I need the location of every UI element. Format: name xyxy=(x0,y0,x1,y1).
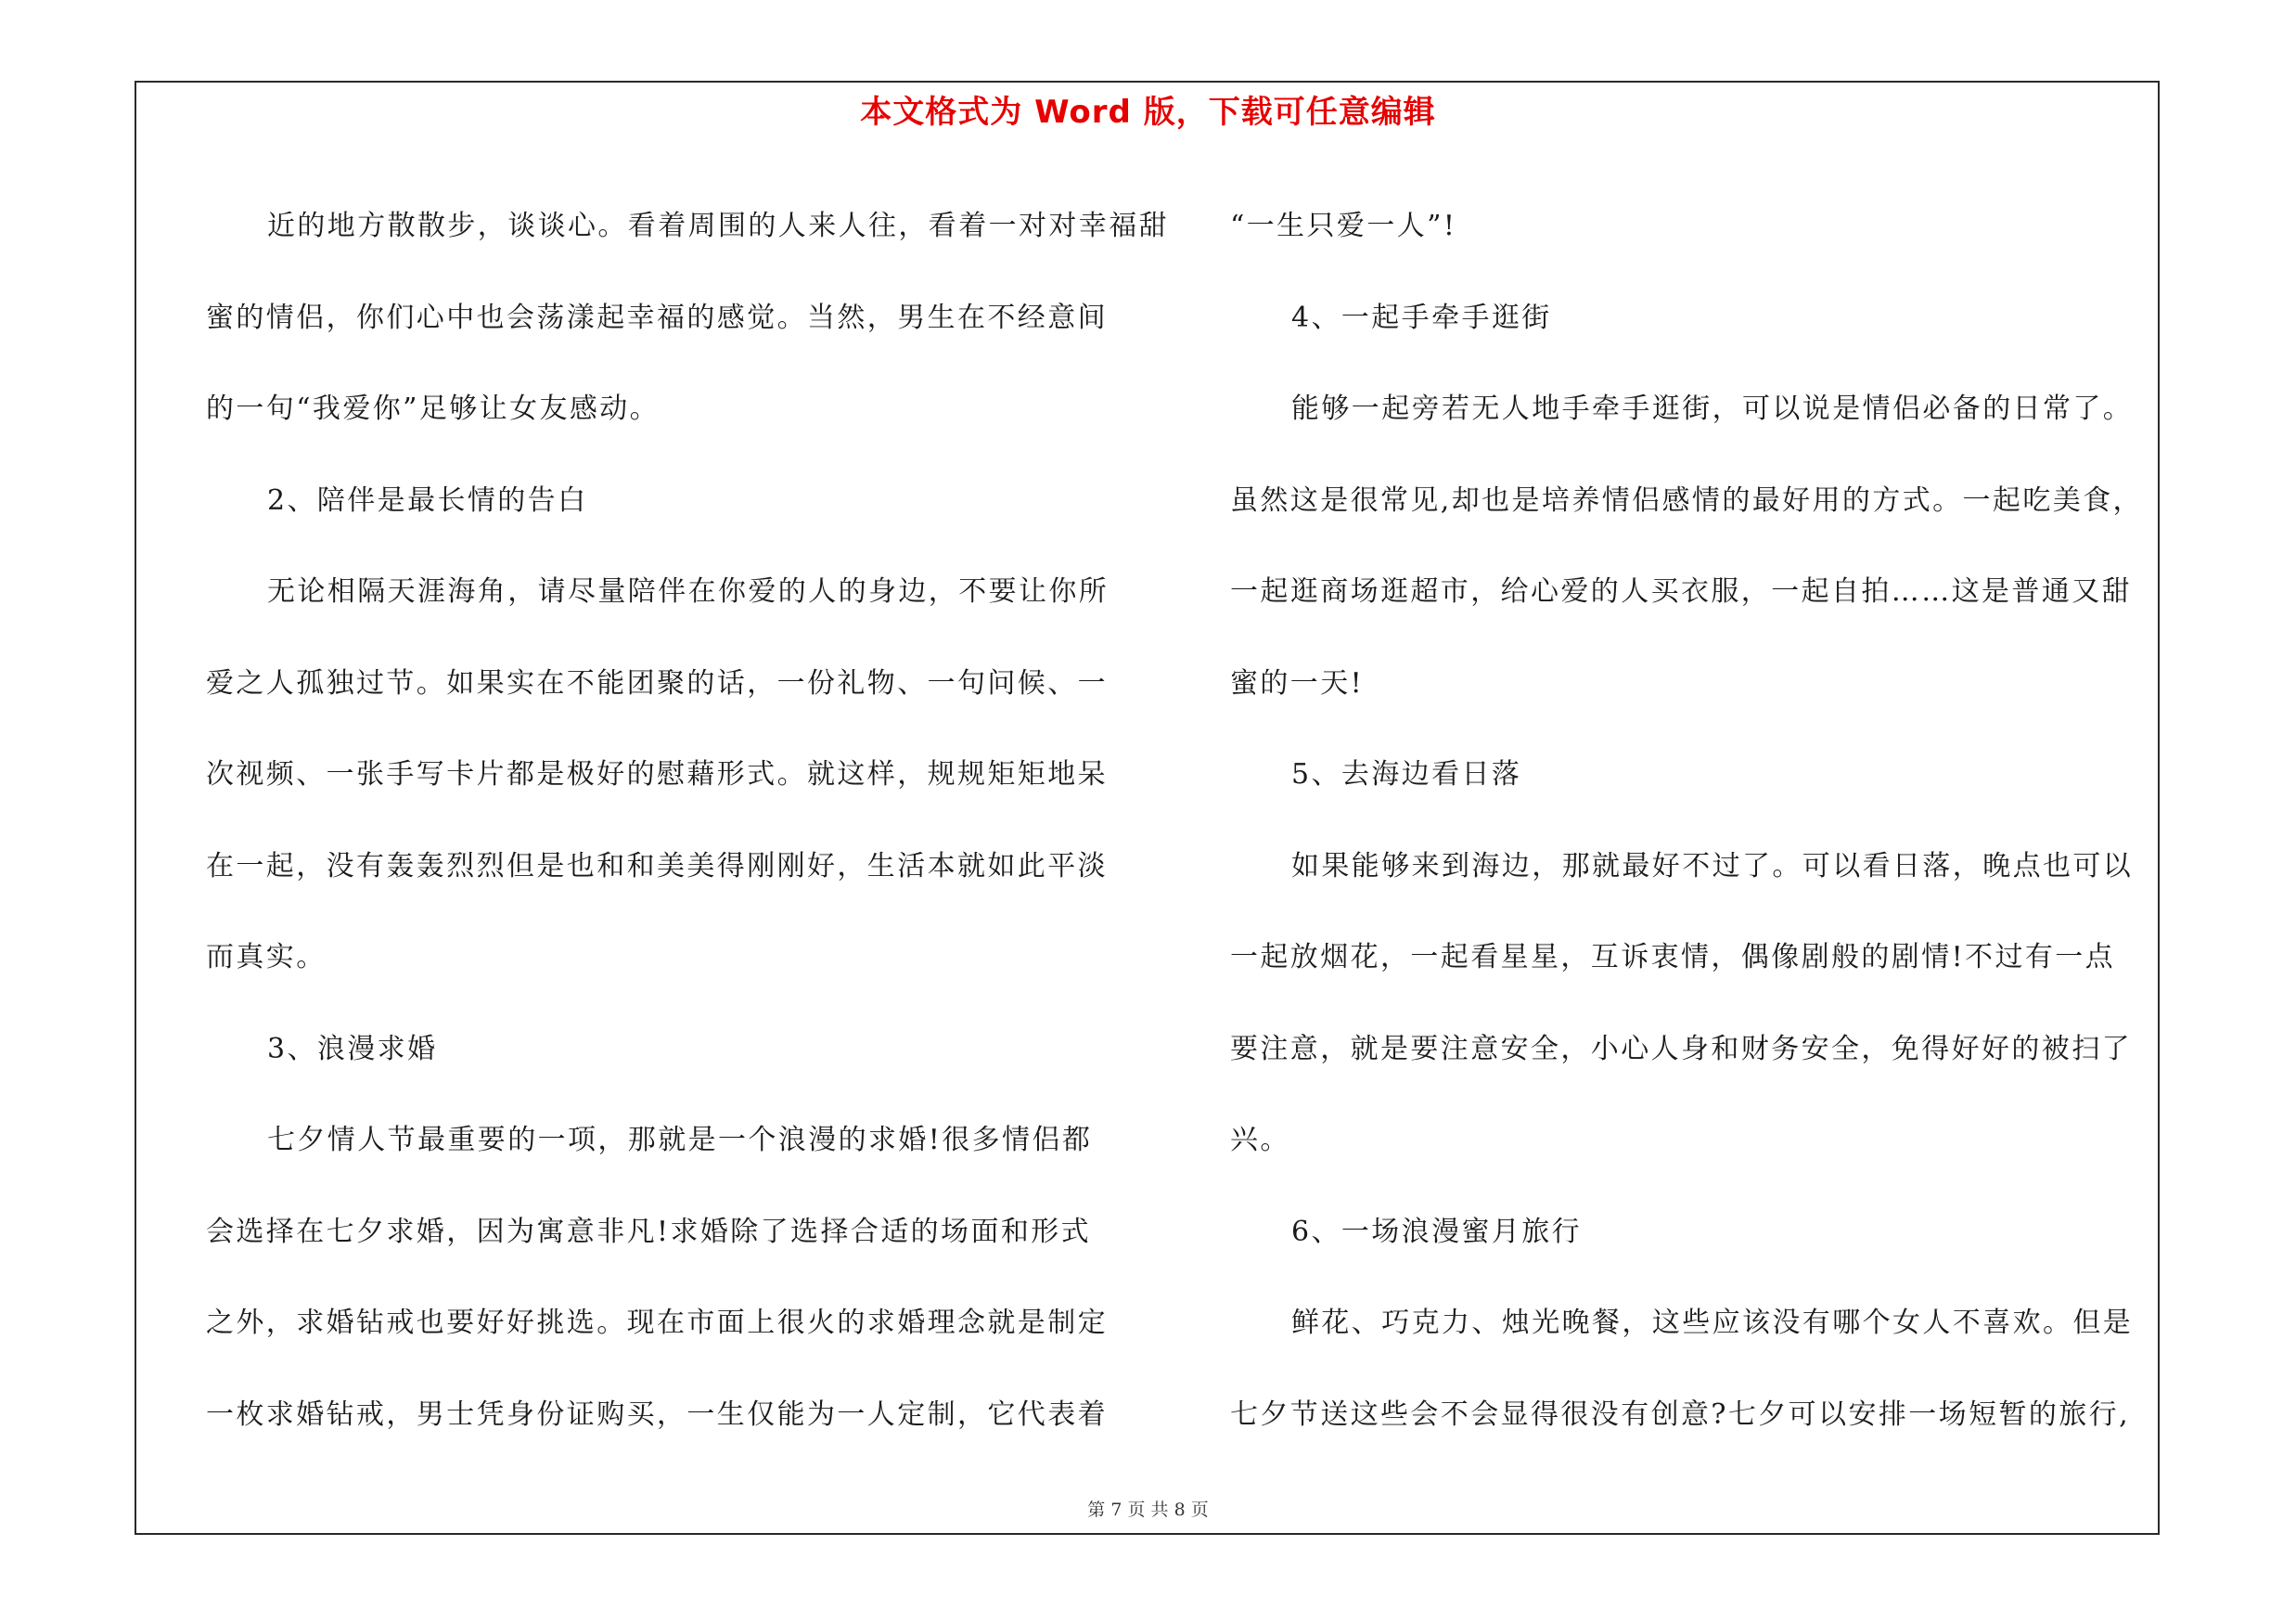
left-column xyxy=(206,181,1169,1461)
paragraph xyxy=(1230,821,2172,1187)
text-line: 4、一起手牵手逛街 xyxy=(1291,301,1552,334)
footer-suffix: 页 xyxy=(1190,1500,1209,1520)
text-line: 近的地方散散步，谈谈心。看着周围的人来人往，看着一对对幸福甜 xyxy=(267,210,1169,242)
footer-total-pages: 8 xyxy=(1174,1500,1186,1520)
text-line: 虽然这是很常见,却也是培养情侣感情的最好用的方式。一起吃美食， xyxy=(1230,483,2143,517)
text-line: 如果能够来到海边，那就最好不过了。可以看日落，晚点也可以 xyxy=(1291,849,2134,882)
paragraph xyxy=(206,181,1169,456)
footer-prefix: 第 xyxy=(1087,1500,1106,1520)
text-line: 2、陪伴是最长情的告白 xyxy=(267,483,588,517)
text-line: 一起逛商场逛超市，给心爱的人买衣服，一起自拍……这是普通又甜 xyxy=(1230,575,2132,608)
text-line: 一起放烟花，一起看星星，互诉衷情，偶像剧般的剧情!不过有一点 xyxy=(1230,941,2116,973)
right-column xyxy=(1230,181,2172,1461)
text-line: 蜜的一天! xyxy=(1230,666,1365,700)
section-heading xyxy=(1230,729,2172,821)
paragraph xyxy=(1230,1278,2172,1461)
text-line: 一枚求婚钻戒，男士凭身份证购买，一生仅能为一人定制，它代表着 xyxy=(206,1398,1108,1431)
text-line: 的一句“我爱你”足够让女友感动。 xyxy=(206,393,661,425)
page-footer xyxy=(0,1496,2296,1521)
paragraph xyxy=(1230,181,2172,273)
paragraph xyxy=(1230,364,2172,729)
text-line: 七夕情人节最重要的一项，那就是一个浪漫的求婚!很多情侣都 xyxy=(267,1124,1093,1156)
document-banner: 本文格式为 Word 版，下载可任意编辑 xyxy=(860,94,1436,131)
text-line: 次视频、一张手写卡片都是极好的慰藉形式。就这样，规规矩矩地呆 xyxy=(206,758,1108,791)
footer-middle: 页 共 xyxy=(1127,1500,1169,1520)
text-line: 在一起，没有轰轰烈烈但是也和和美美得刚刚好，生活本就如此平淡 xyxy=(206,849,1108,882)
section-heading xyxy=(1230,1187,2172,1279)
text-line: 会选择在七夕求婚，因为寓意非凡!求婚除了选择合适的场面和形式 xyxy=(206,1215,1092,1248)
text-line: 能够一起旁若无人地手牵手逛街，可以说是情侣必备的日常了。 xyxy=(1291,393,2134,425)
paragraph xyxy=(206,547,1134,1004)
text-line: 无论相隔天涯海角，请尽量陪伴在你爱的人的身边，不要让你所 xyxy=(267,575,1110,608)
section-heading xyxy=(1230,273,2172,365)
text-line: 七夕节送这些会不会显得很没有创意?七夕可以安排一场短暂的旅行, xyxy=(1230,1398,2131,1431)
text-line: 爱之人孤独过节。如果实在不能团聚的话，一份礼物、一句问候、一 xyxy=(206,666,1108,700)
text-line: 鲜花、巧克力、烛光晚餐，这些应该没有哪个女人不喜欢。但是 xyxy=(1291,1307,2134,1339)
text-line: 要注意，就是要注意安全，小心人身和财务安全，免得好好的被扫了 xyxy=(1230,1032,2132,1065)
text-line: 兴。 xyxy=(1230,1124,1290,1156)
section-heading xyxy=(206,1004,1134,1096)
paragraph xyxy=(206,1095,1134,1461)
section-heading xyxy=(206,456,1134,547)
text-line: 之外，求婚钻戒也要好好挑选。现在市面上很火的求婚理念就是制定 xyxy=(206,1307,1108,1339)
text-line: 3、浪漫求婚 xyxy=(267,1032,438,1065)
footer-page-number: 7 xyxy=(1110,1500,1122,1520)
text-line: 蜜的情侣，你们心中也会荡漾起幸福的感觉。当然，男生在不经意间 xyxy=(206,301,1108,334)
text-line: 6、一场浪漫蜜月旅行 xyxy=(1291,1215,1583,1248)
text-line: 而真实。 xyxy=(206,941,327,973)
text-line: “一生只爱一人”! xyxy=(1230,210,1457,242)
text-line: 5、去海边看日落 xyxy=(1291,758,1522,791)
